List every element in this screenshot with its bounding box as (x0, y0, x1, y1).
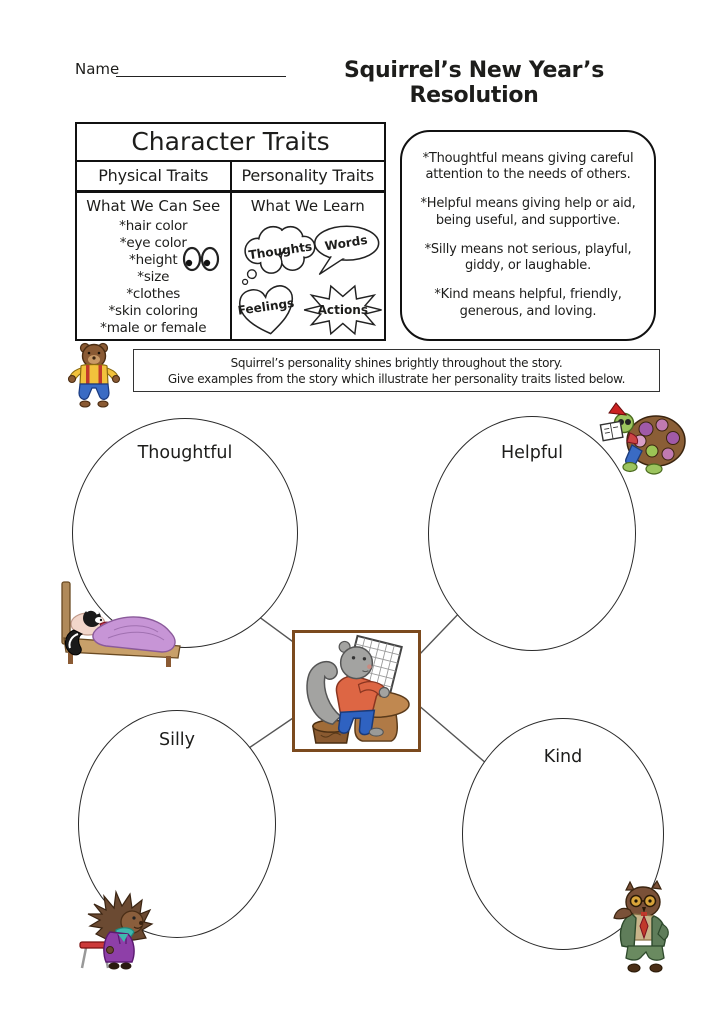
physical-trait-item: *hair color (119, 218, 188, 234)
traits-table-title: Character Traits (77, 124, 384, 162)
porcupine-sitting-on-stool-clipart (74, 882, 172, 977)
actions-bubble-label: Actions (317, 302, 368, 317)
owl-wearing-suit-clipart (600, 880, 694, 974)
center-picture-frame (292, 630, 421, 752)
definition-silly: *Silly means not serious, playful, giddy, or laughable. (424, 241, 632, 274)
physical-traits-header: Physical Traits (77, 162, 232, 190)
name-label: Name (75, 60, 120, 78)
physical-traits-subheader: What We Can See (86, 197, 221, 215)
thoughts-bubble-label: Thoughts (247, 239, 313, 263)
physical-trait-item: *size (137, 269, 170, 285)
words-bubble-label: Words (323, 232, 369, 254)
instruction-line-2: Give examples from the story which illustrate her personality traits listed below. (167, 371, 626, 386)
page-title: Squirrel’s New Year’s Resolution (344, 58, 604, 108)
physical-trait-item: *height (129, 252, 178, 268)
squirrel-writing-at-desk-clipart (295, 633, 417, 748)
turtle-reading-book-clipart (596, 401, 688, 481)
physical-trait-item: *eye color (119, 235, 187, 251)
physical-trait-item: *skin coloring (108, 303, 199, 319)
personality-traits-header: Personality Traits (241, 166, 375, 185)
definition-helpful: *Helpful means giving help or aid, being useful, and supportive. (420, 196, 636, 228)
physical-trait-item: *male or female (100, 320, 207, 336)
instruction-line-1: Squirrel’s personality shines brightly throughout the story. (230, 355, 563, 370)
connector-kind (417, 704, 487, 764)
oval-silly-label: Silly (158, 730, 196, 750)
oval-kind-label: Kind (543, 747, 583, 767)
squirrel-in-suspenders-clipart (58, 339, 130, 409)
personality-traits-subheader: What We Learn (250, 197, 365, 215)
definition-kind: *Kind means helpful, friendly, generous, and loving. (434, 287, 622, 319)
oval-helpful-label: Helpful (500, 443, 563, 463)
connector-silly (246, 716, 296, 750)
oval-thoughtful-label: Thoughtful (137, 443, 233, 463)
physical-trait-item: *clothes (126, 286, 181, 302)
skunk-sleeping-in-bed-clipart (58, 570, 186, 668)
feelings-bubble-label: Feelings (236, 295, 295, 318)
definition-thoughtful: *Thoughtful means giving careful attention to the needs of others. (422, 150, 634, 183)
